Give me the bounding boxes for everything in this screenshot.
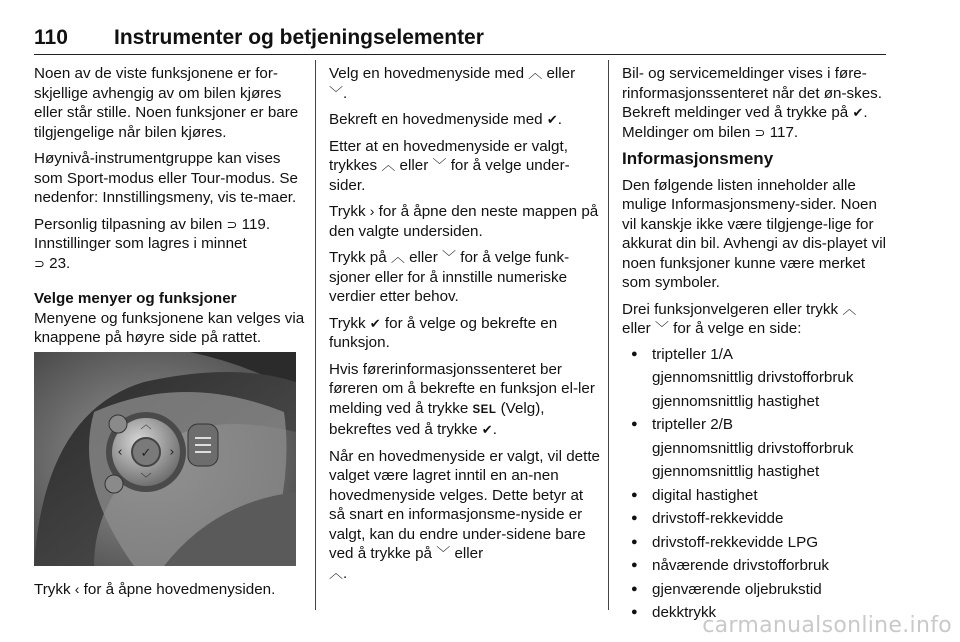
chevron-up-icon: ︿	[381, 157, 396, 173]
paragraph: Velg en hovedmenyside med ︿ eller ﹀.	[329, 65, 576, 102]
text: Trykk på	[329, 249, 391, 266]
list-item: gjennomsnittlig hastighet	[652, 392, 820, 410]
svg-text:‹: ‹	[117, 445, 123, 460]
page-title: Instrumenter og betjeningselementer	[114, 26, 484, 49]
svg-text:︿: ︿	[140, 418, 152, 431]
list-item: ● digital hastighet	[622, 484, 894, 508]
chevron-up-icon: ︿	[842, 300, 857, 317]
text: Velg en hovedmenyside med	[329, 65, 529, 82]
column-divider	[315, 60, 316, 610]
chevron-right-icon: ›	[369, 203, 375, 219]
text: Trykk	[329, 203, 370, 220]
text: Drei funksjonvelgeren eller trykk	[622, 300, 843, 318]
text: Når en hovedmenyside er valgt, vil dette valget være lagret inntil en an-nen hovedmenyside velges. Dette betyr at så snart en informasjonsme-nyside er valgt, kan du endre under-sidene bare ved å trykke på	[329, 447, 600, 562]
list-item: gjennomsnittlig hastighet	[652, 463, 820, 480]
text: for å velge under-sider.	[329, 157, 570, 194]
text: Trykk	[329, 314, 370, 332]
list-item: ● dekktrykk	[622, 601, 894, 625]
chevron-down-icon: ﹀	[329, 84, 343, 101]
page-header	[34, 26, 886, 55]
list-item: ● tripteller 2/B	[622, 413, 894, 437]
text: eller	[395, 157, 433, 174]
text: for å velge en side:	[668, 320, 802, 337]
check-icon: ✔	[852, 105, 864, 120]
list-item: ● drivstoff-rekkevidde LPG	[622, 531, 894, 555]
text: Hvis førerinformasjonssenteret ber føreren om å bekrefte en funksjon el-ler melding ved å trykke	[329, 360, 595, 417]
reference-icon: ⊃	[34, 255, 45, 271]
paragraph	[329, 202, 601, 241]
text: Trykk	[34, 581, 75, 598]
paragraph: Hvis førerinformasjonssenteret ber føreren om å bekrefte en funksjon el-ler melding ved å trykke SEL (Velg), bekreftes ved å trykke ✔.	[329, 360, 595, 438]
text: for å velge og bekrefte en funksjon.	[329, 314, 558, 351]
text: eller	[404, 249, 443, 266]
text: Bekreft en hovedmenyside med	[329, 111, 547, 128]
text: for å velge funk-sjoner eller for å innstille numeriske verdier etter behov.	[329, 249, 570, 305]
text: . Meldinger om bilen	[622, 104, 868, 141]
list-item: ● drivstoff-rekkevidde	[622, 507, 894, 531]
reference-icon: ⊃	[226, 216, 238, 232]
check-icon: ✔	[369, 315, 381, 331]
chevron-down-icon: ﹀	[442, 249, 457, 265]
list-item: ● nåværende drivstofforbruk	[622, 554, 894, 578]
watermark: carmanualsonline.info	[702, 613, 952, 638]
list-item: gjennomsnittlig drivstofforbruk	[652, 439, 854, 457]
text: for å åpne den neste mappen på den valgte undersiden.	[329, 203, 599, 240]
paragraph	[329, 314, 601, 353]
svg-text:﹀: ﹀	[140, 472, 152, 485]
page-number: 110	[34, 26, 68, 49]
paragraph: Personlig tilpasning av bilen ⊃ 119. Innstillinger som lagres i minnet ⊃ 23.	[34, 215, 271, 272]
list-item: ● gjenværende oljebrukstid	[622, 578, 894, 602]
check-icon: ✔	[481, 422, 493, 437]
chevron-up-icon: ︿	[528, 65, 543, 81]
paragraph: Den følgende listen inneholder alle mulige Informasjonsmeny-sider. Noen vil kanskje ikke være tilgjenge-lige for akkurat din bil. Avhengi av dis-playet vil noen funksjoner kunne være merket som symboler.	[622, 176, 886, 291]
chevron-left-icon: ‹	[74, 581, 80, 597]
steering-wheel-photo	[34, 352, 296, 566]
paragraph	[622, 300, 894, 339]
text: Innstillinger som lagres i minnet	[34, 235, 247, 252]
paragraph	[329, 137, 601, 196]
photo-caption	[34, 580, 314, 600]
paragraph: Høynivå-instrumentgruppe kan vises som Sport-modus eller Tour-modus. Se nedenfor: Innstillingsmeny, vis te-maer.	[34, 150, 298, 206]
page-reference[interactable]: 23	[49, 254, 67, 272]
chevron-up-icon: ︿	[329, 564, 343, 581]
text: eller	[450, 545, 484, 562]
text: for å åpne hovedmenysiden.	[79, 581, 276, 598]
column-left	[34, 64, 306, 355]
page-reference[interactable]: 119	[241, 215, 266, 233]
text: eller	[542, 65, 576, 82]
chevron-up-icon: ︿	[390, 249, 405, 265]
list-item: ● tripteller 1/A	[622, 343, 894, 367]
info-menu-list	[622, 343, 894, 625]
list-item: gjennomsnittlig drivstofforbruk	[652, 369, 854, 386]
text: (Velg), bekreftes ved å trykke	[329, 399, 545, 438]
reference-icon: ⊃	[754, 124, 766, 140]
sel-button-label: SEL	[472, 403, 497, 416]
subheading: Velge menyer og funksjoner	[34, 290, 237, 307]
chevron-down-icon: ﹀	[654, 320, 669, 336]
svg-text:✓: ✓	[140, 446, 152, 461]
paragraph: Noen av de viste funksjonene er for-skjellige avhengig av om bilen kjøres eller står stille. Noen funksjoner er bare tilgjengelige når bilen kjøres.	[34, 65, 299, 141]
page-reference[interactable]: 117	[769, 123, 794, 141]
chevron-down-icon: ﹀	[436, 545, 451, 561]
paragraph	[329, 248, 601, 307]
section-heading: Informasjonsmeny	[622, 149, 774, 168]
text: Personlig tilpasning av bilen	[34, 215, 227, 233]
column-middle	[329, 64, 601, 590]
paragraph: Bil- og servicemeldinger vises i føre-rinformasjonssenteret når det øn-skes. Bekreft meldinger ved å trykke på ✔. Meldinger om bilen ⊃ 117.	[622, 65, 882, 141]
svg-text:›: ›	[169, 445, 175, 460]
paragraph: Når en hovedmenyside er valgt, vil dette valget være lagret inntil en an-nen hovedmenyside velges. Dette betyr at så snart en informasjonsme-nyside er valgt, kan du endre under-sidene bare ved å trykke på ﹀ eller ︿.	[329, 447, 600, 582]
text: Etter at en hovedmenyside er valgt, trykkes	[329, 137, 568, 174]
check-icon: ✔	[546, 112, 558, 127]
chevron-down-icon: ﹀	[432, 157, 447, 173]
column-right	[622, 64, 894, 625]
paragraph: Menyene og funksjonene kan velges via knappene på høyre side på rattet.	[34, 309, 305, 346]
column-divider	[608, 60, 609, 610]
paragraph: Bekreft en hovedmenyside med ✔.	[329, 111, 562, 128]
text: eller	[622, 320, 655, 337]
text: Bil- og servicemeldinger vises i føre-rinformasjonssenteret når det øn-skes. Bekreft meldinger ved å trykke på	[622, 65, 882, 121]
